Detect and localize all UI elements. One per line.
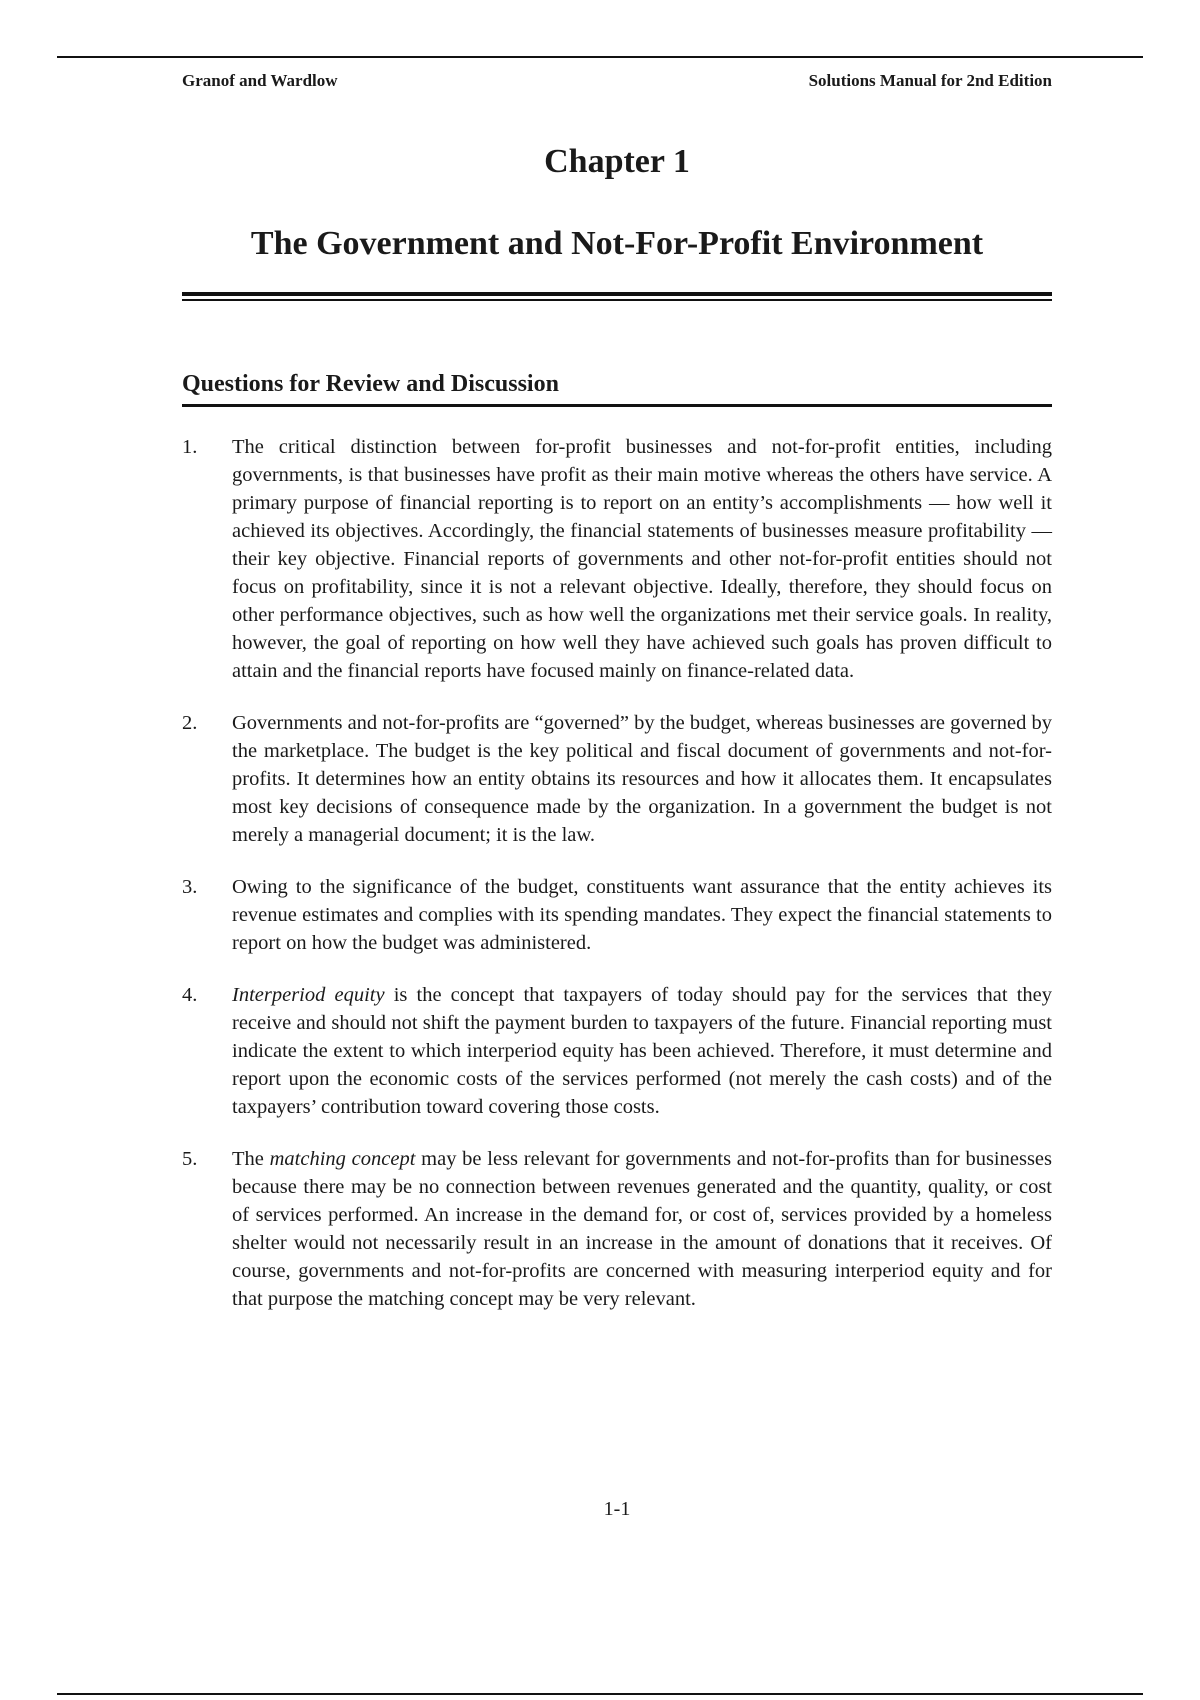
question-item: [182, 433, 1052, 685]
question-item: [182, 981, 1052, 1121]
question-number: 1.: [182, 436, 198, 458]
running-header: [182, 71, 1052, 91]
header-authors: Granof and Wardlow: [182, 71, 338, 90]
question-number: 4.: [182, 984, 198, 1006]
bottom-rule: [57, 1693, 1143, 1695]
question-text: The critical distinction between for-profit businesses and not-for-profit entities, including governments, is that businesses have profit as their main motive whereas the others have service. A primary purpose of financial reporting is to report on an entity’s accomplishments — how well it achieved its objectives. Accordingly, the financial statements of businesses measure profitability — their key objective. Financial reports of governments and other not-for-profit entities should not focus on profitability, since it is not a relevant objective. Ideally, therefore, they should focus on other performance objectives, such as how well the organizations met their service goals. In reality, however, the goal of reporting on how well they have achieved such goals has proven difficult to attain and the financial reports have focused mainly on finance-related data.: [232, 436, 1052, 682]
questions-list: [182, 433, 1052, 1337]
chapter-title: The Government and Not-For-Profit Environment: [250, 225, 984, 262]
emphasized-term: Interperiod equity: [232, 984, 385, 1006]
question-text: Interperiod equity is the concept that taxpayers of today should pay for the services that they receive and should not shift the payment burden to taxpayers of the future. Financial reporting must indicate the extent to which interperiod equity has been achieved. Therefore, it must determine and report upon the economic costs of the services performed (not merely the cash costs) and of the taxpayers’ contribution toward covering those costs.: [232, 984, 1052, 1118]
question-text: The matching concept may be less relevant for governments and not-for-profits than for businesses because there may be no connection between revenues generated and the quantity, quality, or cost of services performed. An increase in the demand for, or cost of, services provided by a homeless shelter would not necessarily result in an increase in the amount of donations that it receives. Of course, governments and not-for-profits are concerned with measuring interperiod equity and for that purpose the matching concept may be very relevant.: [232, 1148, 1052, 1310]
title-double-rule: [182, 292, 1052, 301]
page-number: 1-1: [603, 1498, 631, 1520]
emphasized-term: matching concept: [269, 1148, 416, 1170]
question-text: Governments and not-for-profits are “governed” by the budget, whereas businesses are governed by the marketplace. The budget is the key political and fiscal document of governments and not-for-profits. It determines how an entity obtains its resources and how it allocates them. It encapsulates most key decisions of consequence made by the organization. In a government the budget is not merely a managerial document; it is the law.: [232, 712, 1052, 846]
section-heading: Questions for Review and Discussion: [182, 371, 1052, 407]
question-number: 2.: [182, 712, 198, 734]
chapter-number: Chapter 1: [544, 143, 690, 180]
question-item: [182, 709, 1052, 849]
question-item: [182, 1145, 1052, 1313]
question-text: Owing to the significance of the budget, constituents want assurance that the entity achieves its revenue estimates and complies with its spending mandates. They expect the financial statements to report on how the budget was administered.: [232, 876, 1052, 954]
question-number: 3.: [182, 876, 198, 898]
question-number: 5.: [182, 1148, 198, 1170]
header-book-title: Solutions Manual for 2nd Edition: [808, 71, 1052, 90]
question-item: [182, 873, 1052, 957]
top-rule: [57, 56, 1143, 58]
